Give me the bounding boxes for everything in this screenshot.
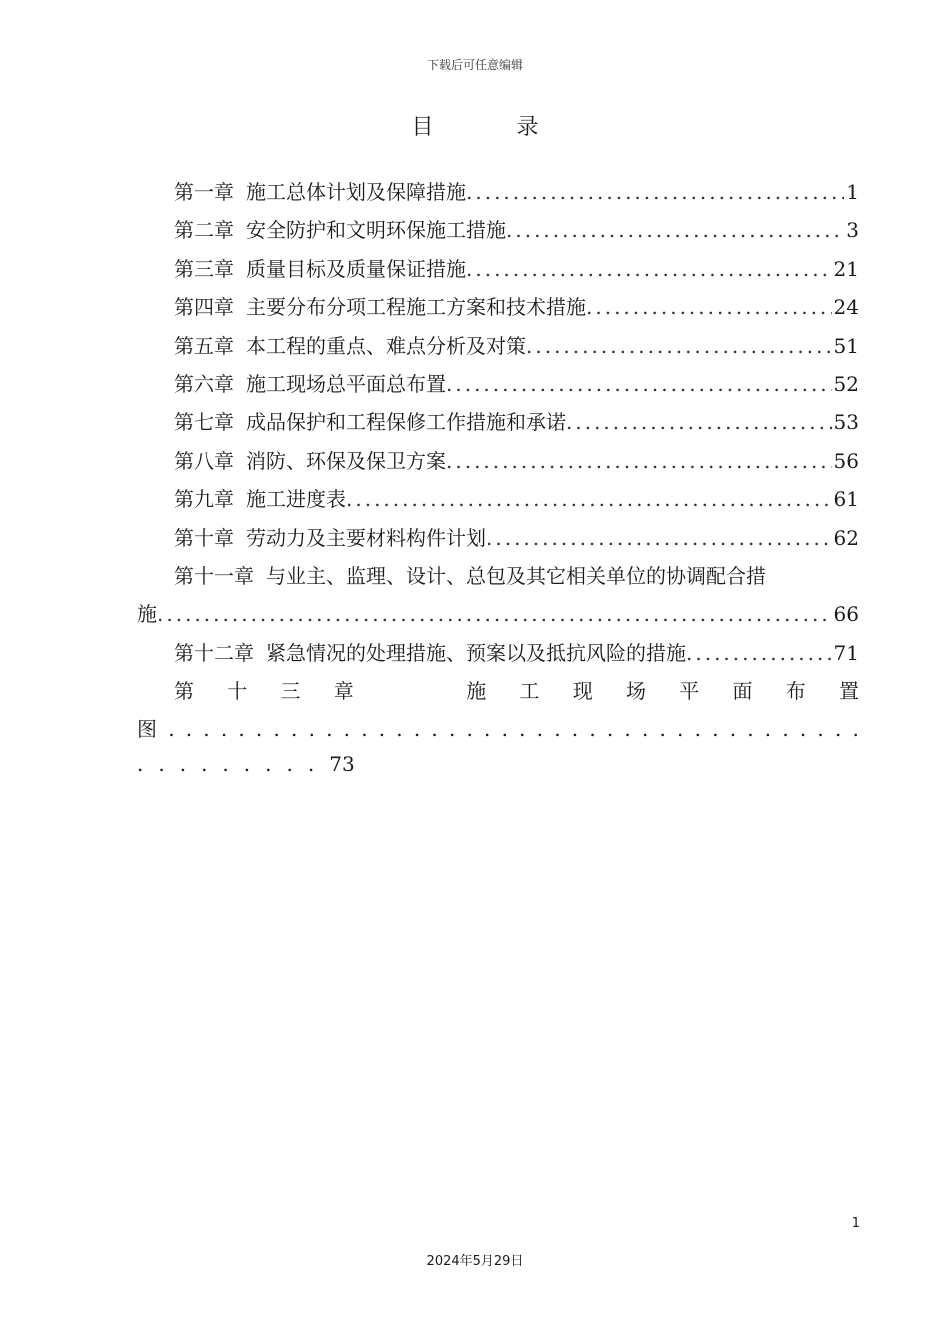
toc-entry-2[interactable] xyxy=(137,214,859,252)
header-note: 下载后可任意编辑 xyxy=(426,58,523,72)
toc-leader xyxy=(686,641,832,665)
toc-entry-title: 质量目标及质量保证措施 xyxy=(246,256,466,281)
toc-entry-title: 施工总体计划及保障措施 xyxy=(246,180,466,204)
toc-entry-7[interactable] xyxy=(137,406,859,444)
toc-entry-title: 消防、环保及保卫方案 xyxy=(246,448,446,473)
toc-entry-13-char: 现 xyxy=(572,679,593,704)
toc-entry-13-char: 第 xyxy=(174,679,194,704)
toc-entry-page: 52 xyxy=(833,371,859,396)
toc-entry-chapter: 第六章 xyxy=(174,371,234,396)
toc-entry-title: 成品保护和工程保修工作措施和承诺 xyxy=(246,410,566,435)
toc-entry-title: 与业主、监理、设计、总包及其它相关单位的协调配合措 xyxy=(266,563,766,588)
toc-entry-13-char: 工 xyxy=(519,679,540,704)
page-number: 1 xyxy=(851,1216,860,1231)
toc-entry-chapter: 第八章 xyxy=(174,448,234,473)
toc-entry-page: 71 xyxy=(833,640,859,665)
toc-entry-title: 施工现场总平面总布置 xyxy=(246,371,446,396)
toc-entry-12[interactable] xyxy=(137,637,859,675)
toc-leader xyxy=(466,180,844,204)
toc-entry-chapter: 第二章 xyxy=(174,218,234,243)
toc-title: 目 录 xyxy=(411,115,577,140)
toc-entry-13-char: 十 xyxy=(227,679,248,704)
toc-entry-title: 施工进度表 xyxy=(246,487,346,512)
toc-entry-title: 本工程的重点、难点分析及对策 xyxy=(246,333,526,358)
toc-leader xyxy=(446,449,832,473)
toc-entry-title-cont: 施 xyxy=(137,602,157,627)
toc-entry-chapter: 第七章 xyxy=(174,410,234,435)
toc-leader: ......... xyxy=(137,751,330,776)
toc-entry-13-line2[interactable]: 图 . . . . . . . . . . . . . . . . . . . . . . . . . . . . . . . . . . . . . . . . xyxy=(137,713,859,751)
toc-entry-13-char: 面 xyxy=(732,679,753,704)
footer-date: 2024年5月29日 xyxy=(426,1254,524,1269)
toc-entry-13-char: 章 xyxy=(333,679,354,704)
toc-entry-10[interactable] xyxy=(137,522,859,560)
toc-entry-title: 主要分布分项工程施工方案和技术措施 xyxy=(246,295,586,320)
toc-leader xyxy=(157,602,832,626)
toc-entry-page: 56 xyxy=(833,448,859,473)
toc-entry-13-char: 图 xyxy=(137,717,157,742)
toc-entry-page: 62 xyxy=(833,525,859,550)
toc-entry-chapter: 第十二章 xyxy=(174,640,254,665)
toc-entry-page: 3 xyxy=(846,218,859,243)
toc-entry-page: 53 xyxy=(833,410,859,435)
toc-entry-chapter: 第三章 xyxy=(174,256,234,281)
toc-entry-5[interactable] xyxy=(137,330,859,368)
toc-entry-1[interactable] xyxy=(137,176,859,214)
toc-entry-11-line1[interactable] xyxy=(137,560,859,598)
toc-entry-13-char: 场 xyxy=(626,679,646,704)
toc-entry-page: 66 xyxy=(833,602,859,627)
toc-entry-13-char: 三 xyxy=(280,679,301,704)
toc-entry-3[interactable] xyxy=(137,253,859,291)
toc-entry-chapter: 第九章 xyxy=(174,487,234,512)
toc-entry-chapter: 第十一章 xyxy=(174,563,254,588)
toc-leader xyxy=(466,257,832,281)
toc-leader xyxy=(586,295,832,319)
toc-entry-chapter: 第五章 xyxy=(174,333,234,358)
toc-entry-page: 51 xyxy=(833,333,859,358)
toc-entry-8[interactable] xyxy=(137,445,859,483)
toc-leader xyxy=(526,334,832,358)
toc-leader xyxy=(446,372,832,396)
toc-entry-4[interactable] xyxy=(137,291,859,329)
toc-leader xyxy=(346,487,832,511)
toc-entry-page: 73 xyxy=(329,751,355,776)
toc-entry-13-char: 布 xyxy=(785,679,806,704)
toc-entry-page: 24 xyxy=(833,295,859,320)
toc-leader xyxy=(566,410,832,434)
toc-entry-title: 安全防护和文明环保施工措施 xyxy=(246,218,506,243)
toc-entry-chapter: 第十章 xyxy=(174,525,234,550)
toc-entry-13-char: 置 xyxy=(839,679,859,704)
toc-leader xyxy=(486,526,832,550)
table-of-contents xyxy=(137,176,859,790)
toc-entry-page: 61 xyxy=(833,487,859,512)
toc-entry-title: 劳动力及主要材料构件计划 xyxy=(246,525,486,550)
toc-entry-9[interactable] xyxy=(137,483,859,521)
toc-entry-chapter: 第四章 xyxy=(174,295,234,320)
toc-entry-page: 1 xyxy=(846,180,859,204)
toc-entry-13-line3[interactable] xyxy=(137,752,859,790)
toc-entry-13-line1[interactable] xyxy=(137,675,859,713)
toc-leader xyxy=(506,218,844,242)
toc-entry-title: 紧急情况的处理措施、预案以及抵抗风险的措施 xyxy=(266,640,686,665)
toc-entry-6[interactable] xyxy=(137,368,859,406)
toc-entry-11-line2[interactable] xyxy=(137,598,859,636)
toc-entry-chapter: 第一章 xyxy=(174,180,234,204)
toc-entry-page: 21 xyxy=(833,256,859,281)
toc-entry-13-char: 施 xyxy=(466,679,487,704)
toc-entry-13-char: 平 xyxy=(679,679,700,704)
